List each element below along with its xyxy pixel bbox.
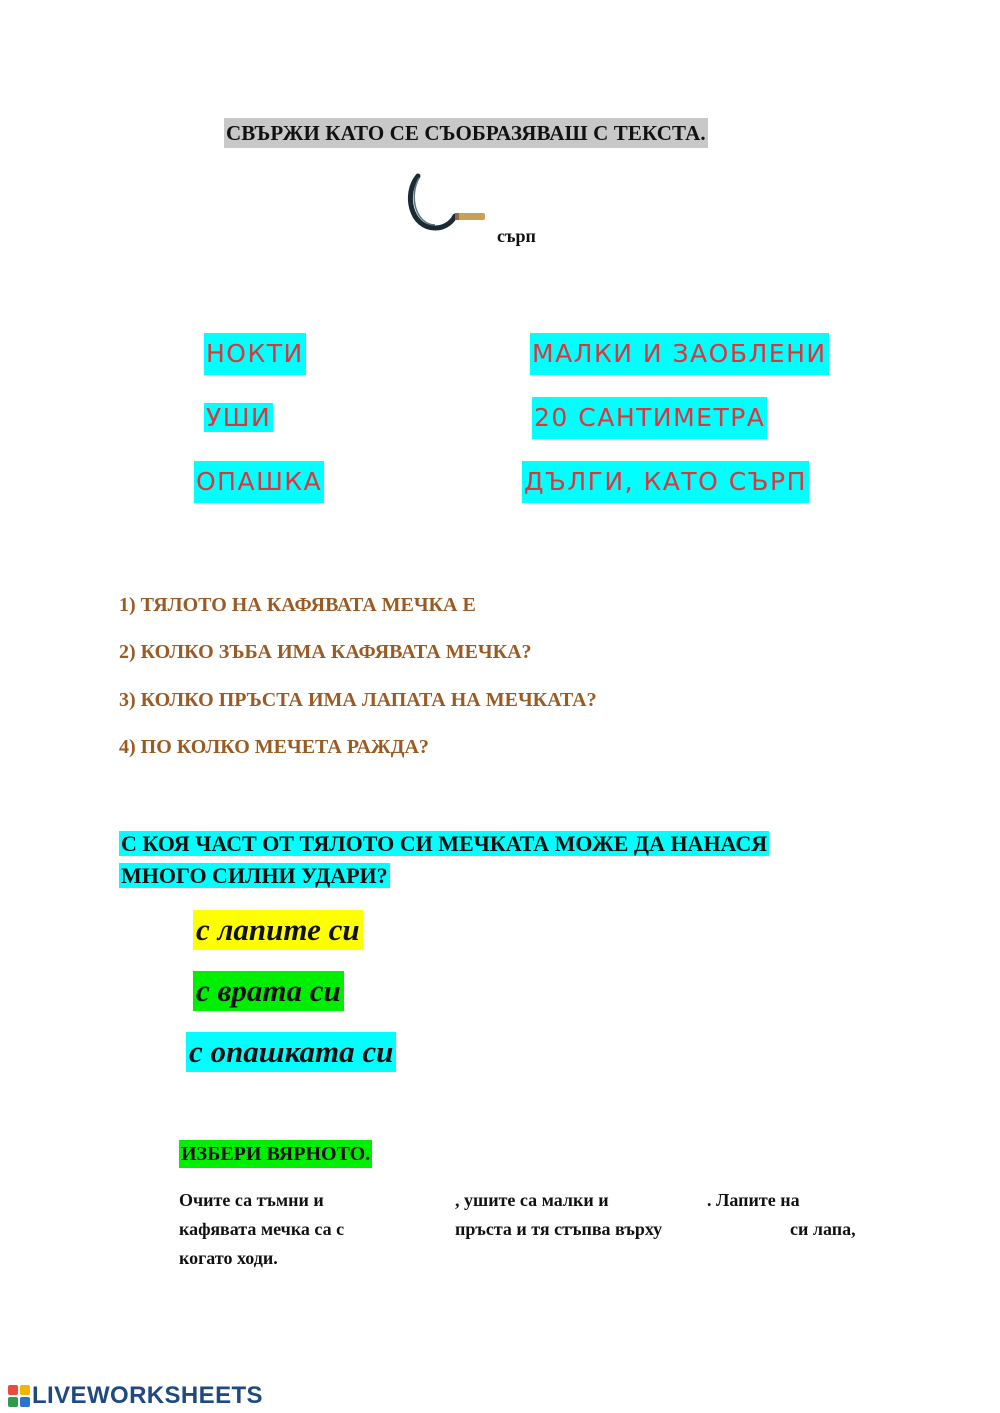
match-left-ears-label: УШИ	[206, 403, 272, 432]
strike-question-line1: С КОЯ ЧАСТ ОТ ТЯЛОТО СИ МЕЧКАТА МОЖЕ ДА НАНАСЯ	[121, 831, 768, 856]
strike-question	[119, 828, 825, 892]
cloze-line2-part1: кафявата мечка са с	[179, 1219, 345, 1239]
sickle-icon	[405, 172, 495, 242]
cloze-line1-part1: Очите са тъмни и	[179, 1190, 324, 1210]
match-right-small-round[interactable]: МАЛКИ И ЗАОБЛЕНИ	[530, 333, 829, 375]
match-right-long-sickle[interactable]: ДЪЛГИ, КАТО СЪРП	[522, 461, 809, 503]
match-left-nails[interactable]: НОКТИ	[204, 333, 306, 375]
cloze-line2-part2: пръста и тя стъпва върху	[455, 1219, 663, 1239]
brand-text: LIVEWORKSHEETS	[32, 1382, 263, 1409]
question-1: 1) ТЯЛОТО НА КАФЯВАТА МЕЧКА Е	[119, 594, 476, 616]
liveworksheets-logo	[8, 1381, 263, 1411]
question-2: 2) КОЛКО ЗЪБА ИМА КАФЯВАТА МЕЧКА?	[119, 641, 532, 663]
cloze-line2-part3: си лапа,	[790, 1219, 856, 1239]
answer-tail[interactable]: с опашката си	[186, 1032, 396, 1072]
match-right-20cm[interactable]: 20 САНТИМЕТРА	[532, 397, 767, 439]
question-4: 4) ПО КОЛКО МЕЧЕТА РАЖДА?	[119, 736, 429, 758]
match-left-tail[interactable]: ОПАШКА	[194, 461, 324, 503]
choose-heading: ИЗБЕРИ ВЯРНОТО.	[179, 1140, 372, 1168]
cloze-line1-part3: . Лапите на	[707, 1190, 800, 1210]
answer-neck[interactable]: с врата си	[193, 971, 344, 1011]
liveworksheets-mark-icon	[8, 1385, 30, 1407]
cloze-line3: когато ходи.	[179, 1248, 278, 1268]
worksheet-title: СВЪРЖИ КАТО СЕ СЪОБРАЗЯВАШ С ТЕКСТА.	[224, 118, 708, 148]
question-3: 3) КОЛКО ПРЪСТА ИМА ЛАПАТА НА МЕЧКАТА?	[119, 689, 597, 711]
match-left-ears[interactable]	[202, 397, 275, 439]
strike-question-line2: МНОГО СИЛНИ УДАРИ?	[121, 863, 388, 888]
answer-paws[interactable]: с лапите си	[193, 910, 363, 950]
cloze-line1-part2: , ушите са малки и	[455, 1190, 609, 1210]
sickle-caption: сърп	[497, 226, 536, 246]
